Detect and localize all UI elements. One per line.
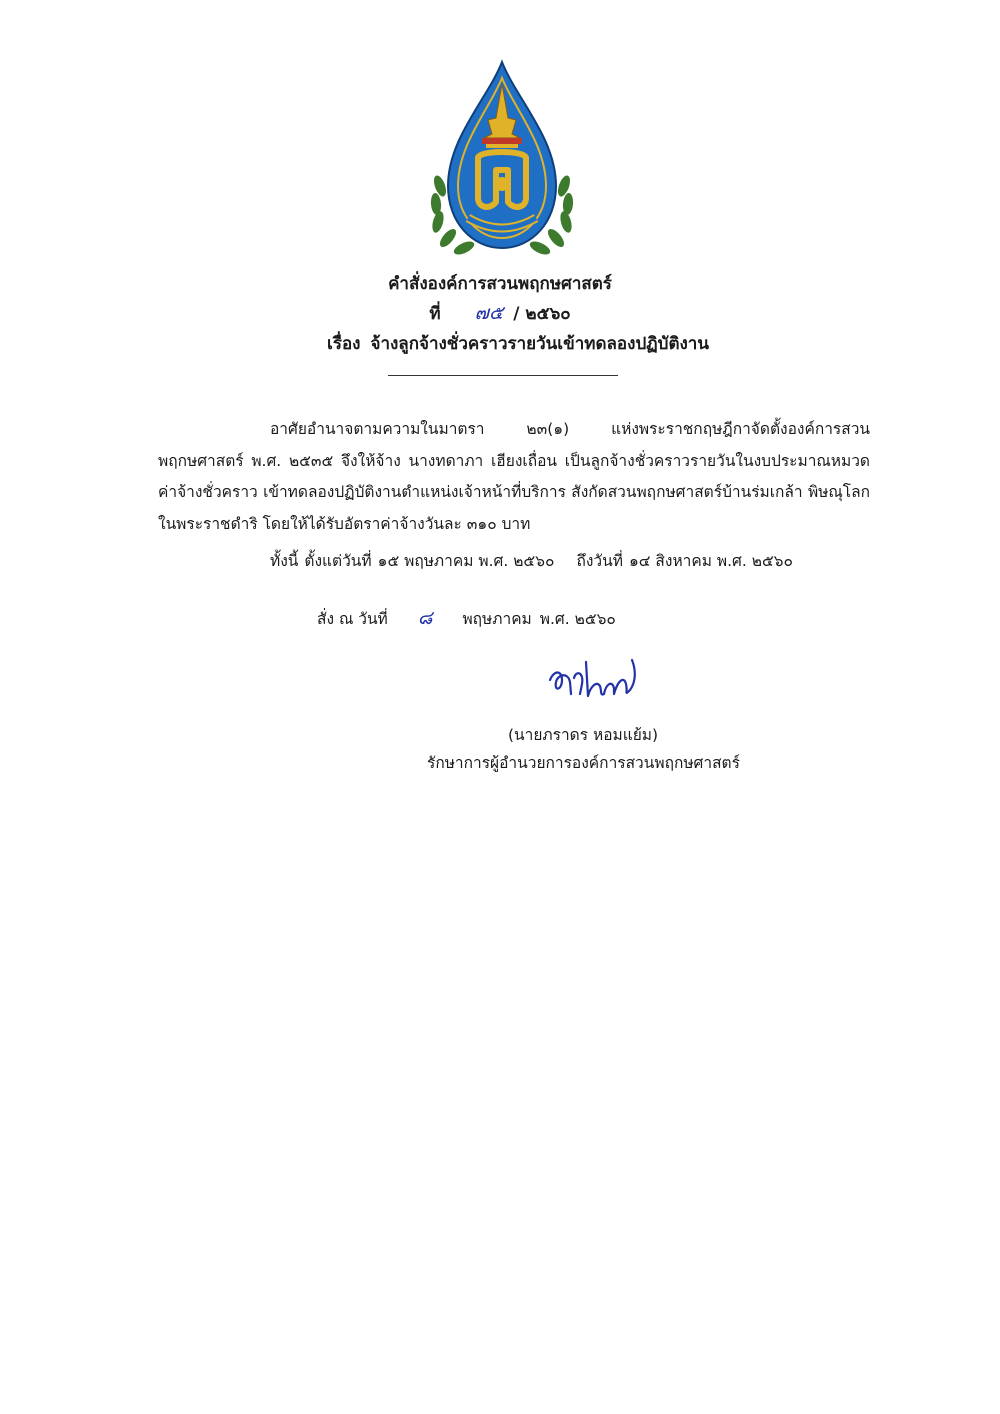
period-lead: ทั้งนี้ [270,552,299,570]
order-number-line [0,302,1000,325]
period-to-date: ๑๔ สิงหาคม พ.ศ. ๒๕๖๐ [628,552,793,570]
order-day-handwritten: ๘ [417,607,433,629]
order-number-label: ที่ [429,304,441,324]
period-to-label: ถึงวันที่ [576,552,623,570]
order-month: พฤษภาคม [462,610,532,628]
organization-seal-icon [428,58,576,258]
order-number-year: / ๒๕๖๐ [513,304,571,324]
order-year: พ.ศ. ๒๕๖๐ [539,610,616,628]
signer-role: รักษาการผู้อำนวยการองค์การสวนพฤกษศาสตร์ [427,754,740,772]
order-date-label: สั่ง ณ วันที่ [317,610,388,628]
signature-icon [544,650,644,710]
heading-divider [388,375,618,376]
employment-period [270,550,799,572]
order-subject-label: เรื่อง [327,334,361,354]
order-date-line [317,607,616,630]
period-from-label: ตั้งแต่วันที่ [304,552,372,570]
order-title: คำสั่งองค์การสวนพฤกษศาสตร์ [388,274,612,294]
order-body-paragraph: อาศัยอำนาจตามความในมาตรา ๒๓(๑) แห่งพระราชกฤษฎีกาจัดตั้งองค์การสวนพฤกษศาสตร์ พ.ศ. ๒๕๓๕ จึงให้จ้าง นางทดาภา เฮียงเถื่อน เป็นลูกจ้างชั่วคราวรายวันในงบประมาณหมวดค่าจ้างชั่วคราว เข้าทดลองปฏิบัติงานตำแหน่งเจ้าหน้าที่บริการ สังกัดสวนพฤกษศาสตร์บ้านร่มเกล้า พิษณุโลก ในพระราชดำริ โดยให้ได้รับอัตราค่าจ้างวันละ ๓๑๐ บาท [158,420,870,533]
order-subject-text: จ้างลูกจ้างชั่วคราวรายวันเข้าทดลองปฏิบัติงาน [370,334,709,354]
signer-name: (นายภราดร หอมแย้ม) [508,726,659,744]
order-number-handwritten: ๗๕ [474,302,504,324]
order-subject-line [18,333,1000,355]
period-from-date: ๑๕ พฤษภาคม พ.ศ. ๒๕๖๐ [377,552,555,570]
